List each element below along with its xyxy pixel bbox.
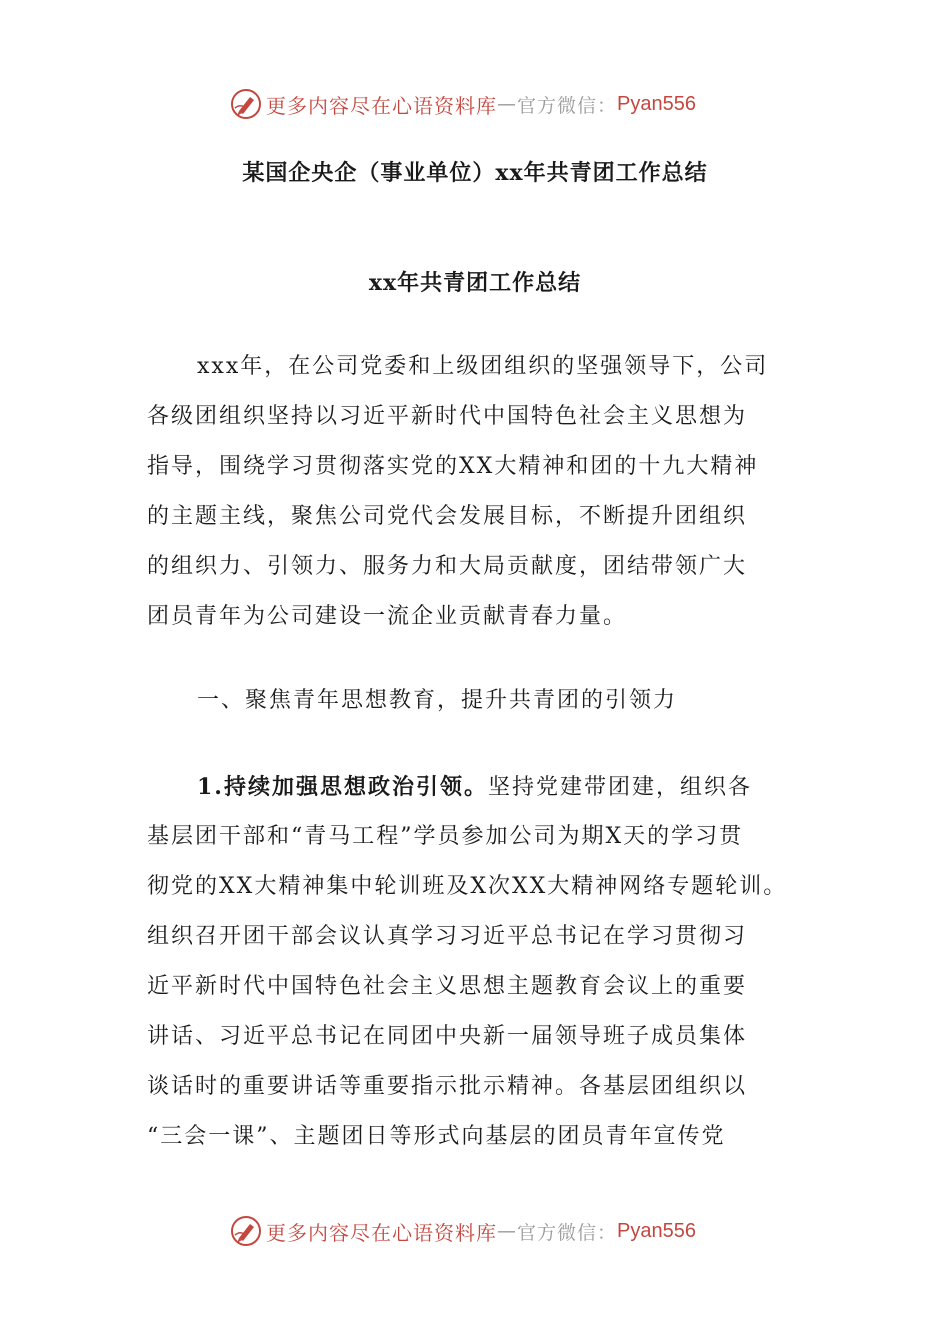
pen-nib-icon <box>230 1215 262 1247</box>
watermark-official-label: 官方微信： <box>517 1221 618 1244</box>
intro-line: 的组织力、引领力、服务力和大局贡献度，团结带领广大 <box>147 554 748 579</box>
document-subtitle: xx年共青团工作总结 <box>368 270 582 296</box>
intro-line: xxx年，在公司党委和上级团组织的坚强领导下，公司 <box>197 354 769 379</box>
item1-line: 谈话时的重要讲话等重要指示批示精神。各基层团组织以 <box>147 1074 748 1099</box>
watermark-wechat-id: Pyan556 <box>617 1219 696 1242</box>
watermark-header <box>230 84 696 124</box>
watermark-footer <box>230 1211 696 1251</box>
watermark-brand-text: 更多内容尽在心语资料库 <box>266 93 497 118</box>
intro-line: 团员青年为公司建设一流企业贡献青春力量。 <box>147 604 628 629</box>
intro-line: 各级团组织坚持以习近平新时代中国特色社会主义思想为 <box>147 404 748 429</box>
item1-line: “三会一课”、主题团日等形式向基层的团员青年宣传党 <box>147 1124 726 1149</box>
intro-line: 的主题主线，聚焦公司党代会发展目标，不断提升团组织 <box>147 504 748 529</box>
item1-line: 近平新时代中国特色社会主义思想主题教育会议上的重要 <box>147 974 748 999</box>
item1-line: 组织召开团干部会议认真学习习近平总书记在学习贯彻习 <box>147 924 748 949</box>
intro-line: 指导，围绕学习贯彻落实党的XX大精神和团的十九大精神 <box>147 454 759 479</box>
pen-nib-icon <box>230 88 262 120</box>
item1-line: 彻党的XX大精神集中轮训班及X次XX大精神网络专题轮训。 <box>147 874 788 899</box>
item1-line: 基层团干部和“青马工程”学员参加公司为期X天的学习贯 <box>147 824 744 849</box>
section-heading: 一、聚焦青年思想教育，提升共青团的引领力 <box>197 688 678 713</box>
watermark-official-label: 官方微信： <box>517 94 618 117</box>
item1-line: 讲话、习近平总书记在同团中央新一届领导班子成员集体 <box>147 1024 748 1049</box>
document-title: 某国企央企（事业单位）xx年共青团工作总结 <box>242 160 708 186</box>
item1-first-line <box>197 772 752 803</box>
item1-lead: 1.持续加强思想政治引领。 <box>197 774 488 800</box>
watermark-dash: — <box>497 1220 517 1242</box>
watermark-dash: — <box>497 93 517 115</box>
item1-first-line-rest: 坚持党建带团建，组织各 <box>487 775 752 800</box>
watermark-brand-text: 更多内容尽在心语资料库 <box>266 1220 497 1245</box>
watermark-wechat-id: Pyan556 <box>617 92 696 115</box>
